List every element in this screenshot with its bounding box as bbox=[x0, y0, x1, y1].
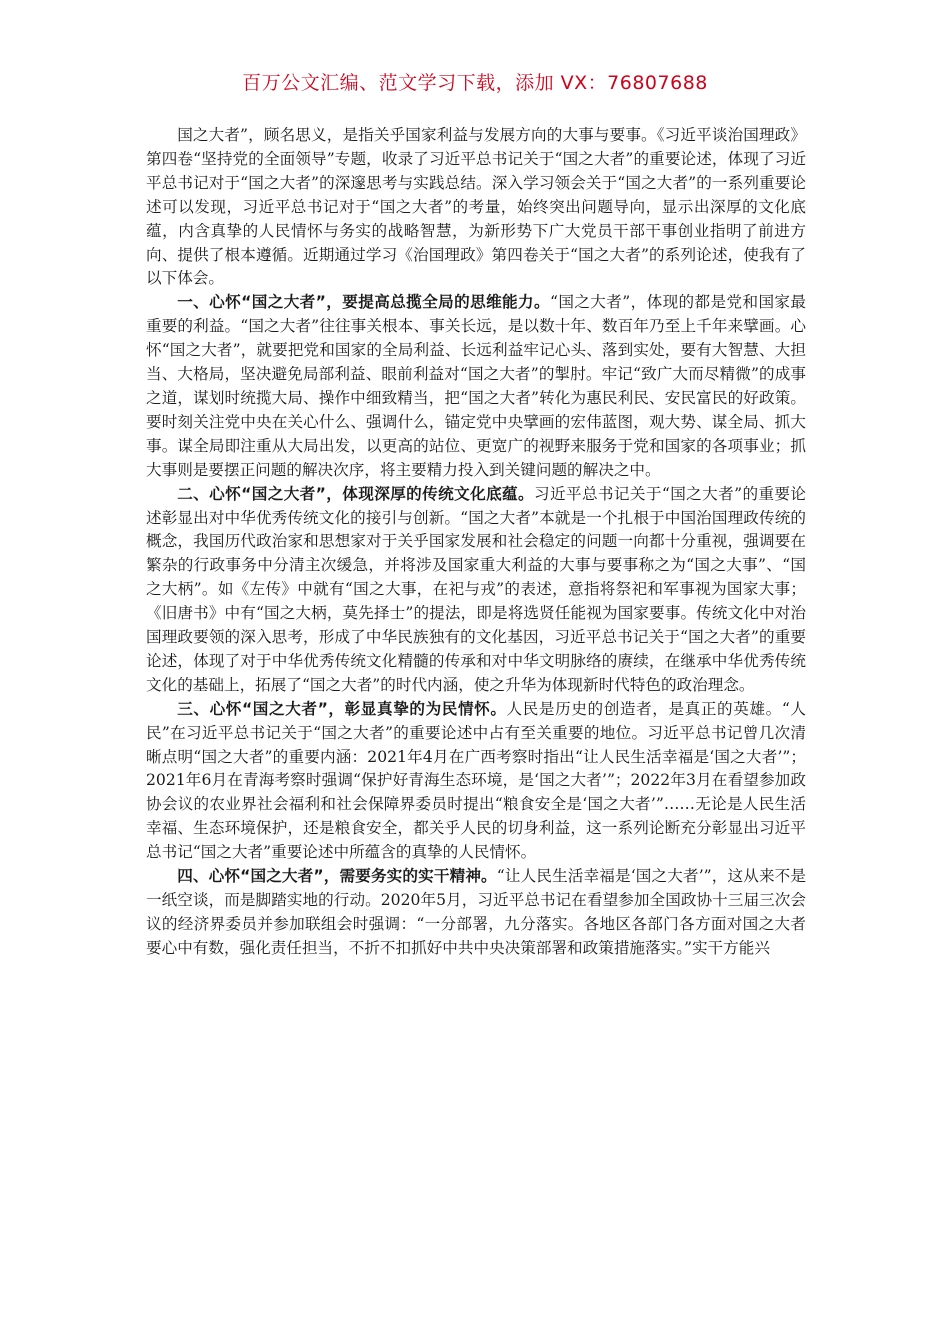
section-paragraph-3 bbox=[146, 698, 806, 865]
intro-paragraph: 国之大者”，顾名思义，是指关乎国家利益与发展方向的大事与要事。《习近平谈治国理政》第四卷“坚持党的全面领导”专题，收录了习近平总书记关于“国之大者”的重要论述，体现了习近平总书记对于“国之大者”的深邃思考与实践总结。深入学习领会关于“国之大者”的一系列重要论述可以发现，习近平总书记对于“国之大者”的考量，始终突出问题导向，显示出深厚的文化底蕴，内含真挚的人民情怀与务实的战略智慧，为新形势下广大党员干部干事创业指明了前进方向、提供了根本遵循。近期通过学习《治国理政》第四卷关于“国之大者”的系列论述，使我有了以下体会。 bbox=[146, 126, 806, 288]
section-text-1: “国之大者”，体现的都是党和国家最重要的利益。“国之大者”往往事关根本、事关长远，是以数十年、数百年乃至上千年来擘画。心怀“国之大者”，就要把党和国家的全局利益、长远利益牢记心头、落到实处，要有大智慧、大担当、大格局，坚决避免局部利益、眼前利益对“国之大者”的掣肘。牢记“致广大而尽精微”的成事之道，谋划时统揽大局、操作中细致精当，把“国之大者”转化为惠民利民、安民富民的好政策。要时刻关注党中央在关心什么、强调什么，锚定党中央擘画的宏伟蓝图，观大势、谋全局、抓大事。谋全局即注重从大局出发，以更高的站位、更宽广的视野来服务于党和国家的各项事业；抓大事则是要摆正问题的解决次序，将主要精力投入到关键问题的解决之中。 bbox=[146, 293, 806, 479]
promo-banner: 百万公文汇编、范文学习下载，添加 VX：76807688 bbox=[242, 72, 708, 94]
section-text-3: 人民是历史的创造者，是真正的英雄。“人民”在习近平总书记关于“国之大者”的重要论述中占有至关重要的地位。习近平总书记曾几次清晰点明“国之大者”的重要内涵：2021年4月在广西考察时指出“让人民生活幸福是‘国之大者’”；2021年6月在青海考察时强调“保护好青海生态环境，是‘国之大者’”；2022年3月在看望参加政协会议的农业界社会福利和社会保障界委员时提出“粮食安全是‘国之大者’”……无论是人民生活幸福、生态环境保护，还是粮食安全，都关乎人民的切身利益，这一系列论断充分彰显出习近平总书记“国之大者”重要论述中所蕴含的真挚的人民情怀。 bbox=[146, 699, 806, 862]
section-text-2: 习近平总书记关于“国之大者”的重要论述彰显出对中华优秀传统文化的接引与创新。“国之大者”本就是一个扎根于中国治国理政传统的概念，我国历代政治家和思想家对于关乎国家发展和社会稳定的问题一向都十分重视，强调要在繁杂的行政事务中分清主次缓急，并将涉及国家重大利益的大事与要事称之为“国之大事”、“国之大柄”。如《左传》中就有“国之大事，在祀与戎”的表述，意指将祭祀和军事视为国家大事；《旧唐书》中有“国之大柄，莫先择士”的提法，即是将选贤任能视为国家要事。传统文化中对治国理政要领的深入思考，形成了中华民族独有的文化基因，习近平总书记关于“国之大者”的重要论述，体现了对于中华优秀传统文化精髓的传承和对中华文明脉络的赓续，在继承中华优秀传统文化的基础上，拓展了“国之大者”的时代内涵，使之升华为体现新时代特色的政治理念。 bbox=[146, 484, 807, 694]
section-heading-2: 二、心怀“国之大者”，体现深厚的传统文化底蕴。 bbox=[177, 484, 535, 503]
article-body bbox=[146, 124, 806, 961]
section-heading-3: 三、心怀“国之大者”，彰显真挚的为民情怀。 bbox=[177, 699, 507, 718]
section-text-4: “让人民生活幸福是‘国之大者’”，这从来不是一纸空谈，而是脚踏实地的行动。2020年5月，习近平总书记在看望参加全国政协十三届三次会议的经济界委员并参加联组会时强调：“一分部署，九分落实。各地区各部门各方面对国之大者要心中有数，强化责任担当，不折不扣抓好中共中央决策部署和政策措施落实。”实干方能兴 bbox=[146, 867, 807, 957]
section-paragraph-2 bbox=[146, 483, 806, 698]
section-paragraph-4 bbox=[146, 865, 806, 961]
section-paragraph-1 bbox=[146, 291, 806, 482]
section-heading-1: 一、心怀“国之大者”，要提高总揽全局的思维能力。 bbox=[177, 293, 550, 312]
section-heading-4: 四、心怀“国之大者”，需要务实的实干精神。 bbox=[177, 867, 497, 886]
